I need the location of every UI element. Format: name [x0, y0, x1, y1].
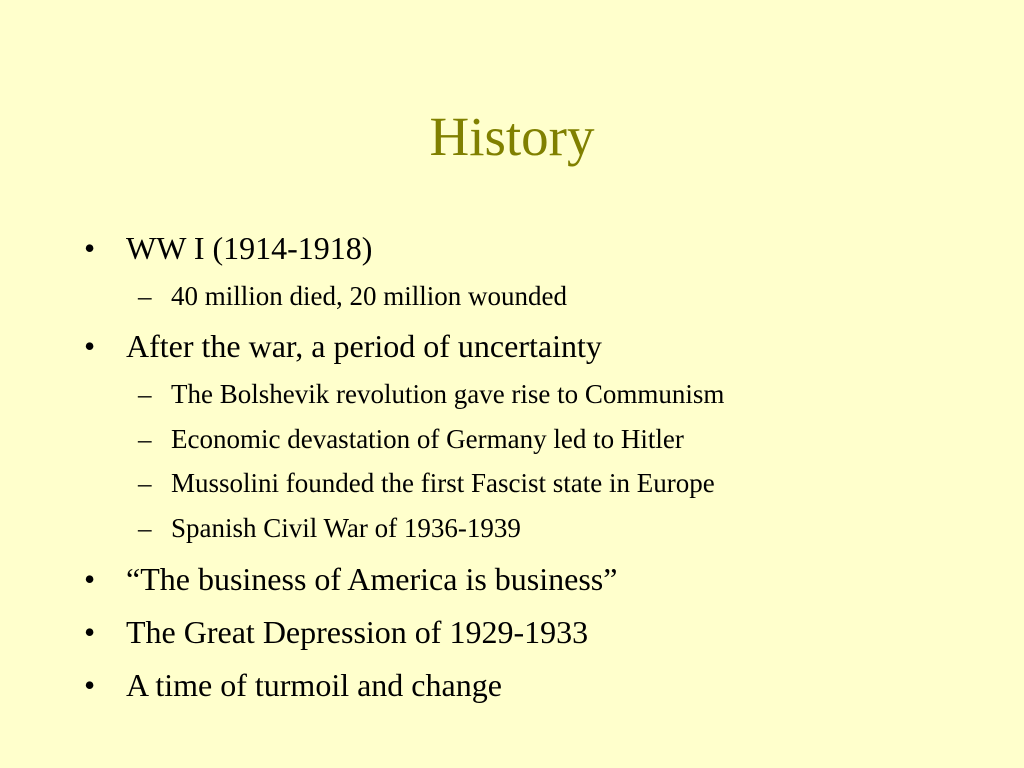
- sub-bullet-text: 40 million died, 20 million wounded: [171, 281, 567, 311]
- sub-bullet-text: The Bolshevik revolution gave rise to Communism: [171, 379, 725, 409]
- sub-bullet-item-spanish-civil-war: [138, 511, 521, 545]
- bullet-marker: •: [84, 667, 96, 703]
- sub-bullet-text: Economic devastation of Germany led to Hitler: [171, 424, 684, 454]
- sub-bullet-item-casualties: [138, 279, 567, 313]
- bullet-item-business-quote: [84, 559, 617, 599]
- bullet-text: The Great Depression of 1929-1933: [126, 614, 589, 650]
- bullet-item-turmoil: [84, 665, 502, 705]
- bullet-marker: •: [84, 230, 96, 266]
- bullet-item-great-depression: [84, 612, 588, 652]
- dash-marker: –: [138, 513, 152, 543]
- bullet-marker: •: [84, 328, 96, 364]
- dash-marker: –: [138, 468, 152, 498]
- slide-title: History: [429, 106, 595, 167]
- bullet-marker: •: [84, 614, 96, 650]
- bullet-marker: •: [84, 561, 96, 597]
- sub-bullet-text: Mussolini founded the first Fascist state in Europe: [171, 468, 715, 498]
- sub-bullet-item-bolshevik: [138, 377, 724, 411]
- sub-bullet-text: Spanish Civil War of 1936-1939: [171, 513, 521, 543]
- dash-marker: –: [138, 281, 152, 311]
- sub-bullet-item-germany: [138, 422, 684, 456]
- bullet-text: After the war, a period of uncertainty: [126, 328, 602, 364]
- bullet-item-ww1: [84, 228, 372, 268]
- dash-marker: –: [138, 379, 152, 409]
- bullet-item-after-war: [84, 326, 602, 366]
- dash-marker: –: [138, 424, 152, 454]
- bullet-text: WW I (1914-1918): [126, 230, 373, 266]
- bullet-text: A time of turmoil and change: [126, 667, 502, 703]
- bullet-text: “The business of America is business”: [126, 561, 618, 597]
- sub-bullet-item-mussolini: [138, 466, 715, 500]
